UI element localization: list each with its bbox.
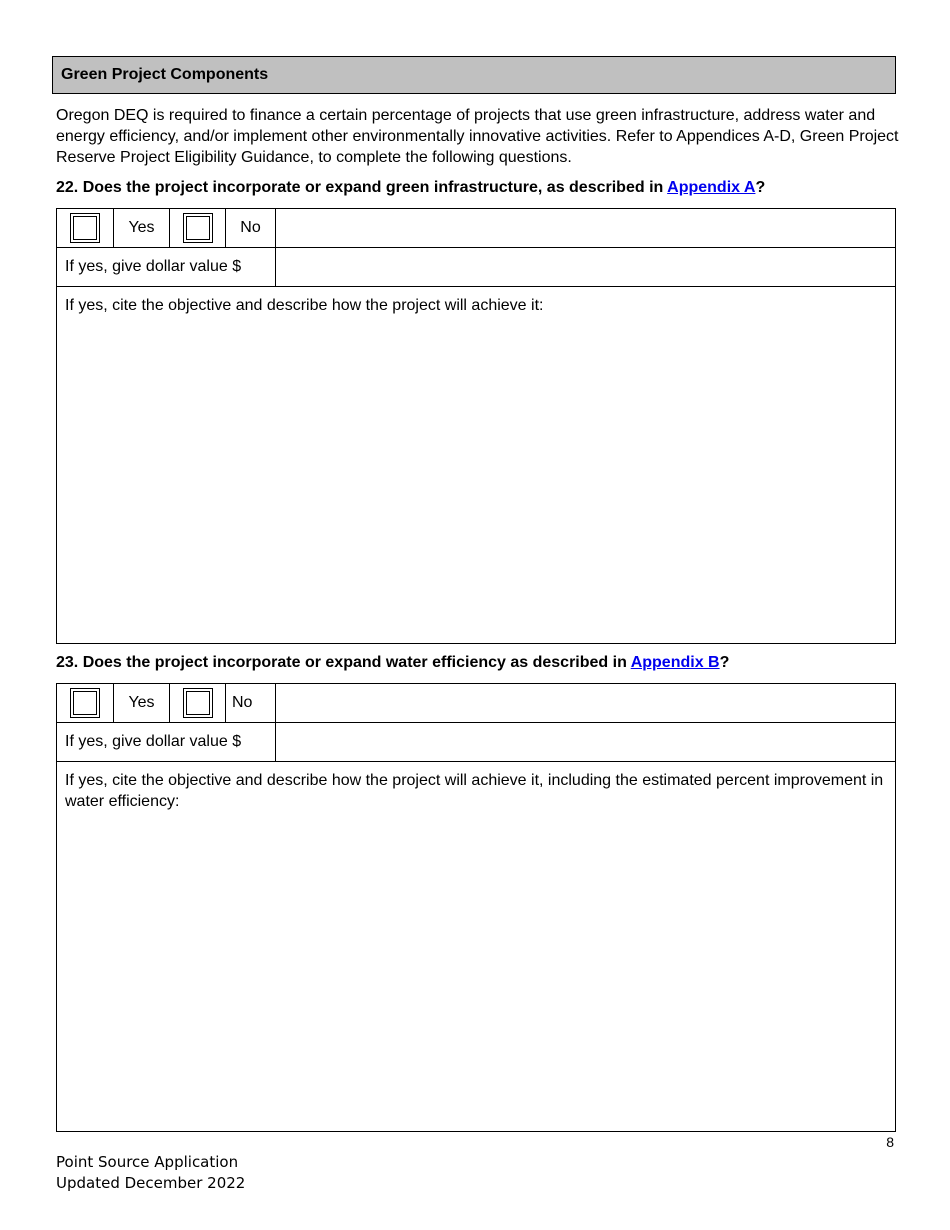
appendix-b-link[interactable]: Appendix B: [630, 654, 720, 671]
question-22-suffix: ?: [755, 179, 766, 196]
section-header: Green Project Components: [52, 56, 896, 94]
question-23: [56, 653, 729, 673]
q23-dollar-field[interactable]: [276, 723, 896, 762]
q22-no-label: No: [226, 209, 276, 248]
question-23-table: [56, 683, 896, 1132]
footer-line-1: Point Source Application: [56, 1153, 239, 1171]
question-22-text: 22. Does the project incorporate or expand green infrastructure, as described in: [56, 179, 668, 196]
question-22-table: [56, 208, 896, 644]
q22-no-checkbox[interactable]: [183, 213, 213, 243]
question-23-suffix: ?: [719, 654, 730, 671]
q22-yes-checkbox[interactable]: [70, 213, 100, 243]
q22-description-field[interactable]: [57, 287, 896, 644]
q22-description-label: If yes, cite the objective and describe how the project will achieve it:: [65, 297, 544, 314]
no-checkbox-cell: [170, 684, 226, 723]
appendix-a-link[interactable]: Appendix A: [667, 179, 756, 196]
q23-no-checkbox[interactable]: [183, 688, 213, 718]
q23-description-label: If yes, cite the objective and describe how the project will achieve it, including the estimated percent improvement in water efficiency:: [65, 772, 884, 810]
q23-no-label: No: [226, 684, 276, 723]
page-number: 8: [886, 1134, 894, 1150]
intro-paragraph: Oregon DEQ is required to finance a certain percentage of projects that use green infrastructure, address water and energy efficiency, and/or implement other environmentally innovative activities. Refer to Appendices A-D, Green Project Reserve Project Eligibility Guidance, to complete the following questions.: [56, 107, 899, 166]
q23-yes-label: Yes: [114, 684, 170, 723]
yes-checkbox-cell: [57, 209, 114, 248]
q22-blank-cell: [276, 209, 896, 248]
q22-dollar-field[interactable]: [276, 248, 896, 287]
no-checkbox-cell: [170, 209, 226, 248]
q23-blank-cell: [276, 684, 896, 723]
footer: [56, 1152, 245, 1194]
question-22: [56, 178, 765, 198]
q23-dollar-label: If yes, give dollar value $: [57, 723, 276, 762]
q22-dollar-label: If yes, give dollar value $: [57, 248, 276, 287]
q23-description-field[interactable]: [57, 762, 896, 1132]
q22-yes-label: Yes: [114, 209, 170, 248]
footer-line-2: Updated December 2022: [56, 1174, 246, 1192]
yes-checkbox-cell: [57, 684, 114, 723]
q23-yes-checkbox[interactable]: [70, 688, 100, 718]
question-23-text: 23. Does the project incorporate or expand water efficiency as described in: [56, 654, 631, 671]
